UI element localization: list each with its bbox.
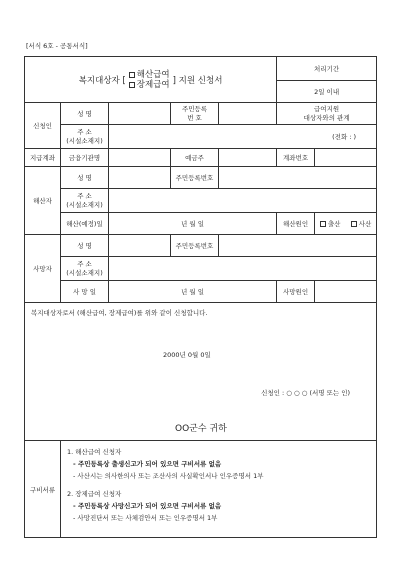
applicant-signature[interactable]: 신청인 : ○ ○ ○ (서명 또는 인) (261, 389, 351, 397)
processing-period-value: 2일 이내 (277, 81, 377, 103)
birth-rrn-field[interactable] (219, 167, 377, 189)
account-holder-label: 예금주 (171, 149, 219, 167)
birth-date-field[interactable]: 년 월 일 (109, 213, 277, 235)
applicant-relation-label: 급여지원 대상자와의 관계 (277, 103, 377, 125)
checkbox-icon[interactable] (320, 221, 326, 227)
applicant-phone-label: (전화 : ) (332, 133, 357, 141)
birth-address-field[interactable] (109, 189, 377, 213)
death-section-label: 사망자 (25, 235, 61, 303)
bank-name-field[interactable] (109, 149, 171, 167)
applicant-address-label: 주 소 (시설소재지) (61, 125, 109, 149)
documents-content (61, 441, 377, 538)
applicant-section-label: 신청인 (25, 103, 61, 149)
declaration-block (25, 303, 377, 441)
death-rrn-field[interactable] (219, 235, 377, 257)
death-rrn-label: 주민등록번호 (171, 235, 219, 257)
checkbox-icon[interactable] (129, 82, 135, 88)
processing-period-label: 처리기간 (277, 57, 377, 81)
applicant-address-field[interactable] (109, 125, 377, 149)
checkbox-icon[interactable] (129, 72, 135, 78)
declaration-statement: 복지대상자로서 (해산급여, 장제급여)를 위와 같이 신청합니다. (31, 309, 208, 317)
declaration-date: 2000년 0월 0일 (163, 351, 211, 359)
addressee: OO군수 귀하 (175, 424, 227, 434)
death-cause-field[interactable] (315, 281, 377, 303)
birth-address-label: 주 소 (시설소재지) (61, 189, 109, 213)
documents-section-label: 구비서류 (25, 441, 61, 538)
title-prefix: 복지대상자 [ (78, 75, 126, 86)
bank-name-label: 금융기관명 (61, 149, 109, 167)
applicant-name-label: 성 명 (61, 103, 109, 125)
documents-sub-birth: - 사산시는 의사한의사 또는 조산사의 사실확인서나 인우증명서 1부 (73, 472, 264, 480)
documents-sub-funeral: - 사망진단서 또는 사체검안서 또는 인우증명서 1부 (73, 514, 218, 522)
death-address-label: 주 소 (시설소재지) (61, 257, 109, 281)
option-stillbirth[interactable]: 사산 (351, 220, 372, 228)
documents-heading-birth: 1. 해산급여 신청자 (67, 448, 122, 456)
death-cause-label: 사망원인 (277, 281, 315, 303)
title-option-funeral[interactable]: 장제급여 (129, 80, 170, 90)
form-title (25, 57, 277, 103)
title-option-birth[interactable]: 해산급여 (129, 70, 170, 80)
form-number-label: [서식 6호 - 공통서식] (26, 42, 88, 50)
death-name-label: 성 명 (61, 235, 109, 257)
birth-date-label: 해산(예정)일 (61, 213, 109, 235)
account-number-label: 계좌번호 (277, 149, 315, 167)
birth-cause-options (315, 213, 377, 235)
death-name-field[interactable] (109, 235, 171, 257)
payment-section-label: 지급계좌 (25, 149, 61, 167)
applicant-rrn-field[interactable] (219, 103, 277, 125)
birth-name-field[interactable] (109, 167, 171, 189)
birth-rrn-label: 주민등록번호 (171, 167, 219, 189)
birth-name-label: 성 명 (61, 167, 109, 189)
death-date-label: 사 망 일 (61, 281, 109, 303)
death-address-field[interactable] (109, 257, 377, 281)
option-childbirth[interactable]: 출산 (320, 220, 341, 228)
applicant-name-field[interactable] (109, 103, 171, 125)
account-number-field[interactable] (315, 149, 377, 167)
checkbox-icon[interactable] (351, 221, 357, 227)
death-date-field[interactable]: 년 월 일 (109, 281, 277, 303)
birth-section-label: 해산자 (25, 167, 61, 235)
birth-cause-label: 해산원인 (277, 213, 315, 235)
account-holder-field[interactable] (219, 149, 277, 167)
documents-heading-funeral: 2. 장제급여 신청자 (67, 490, 122, 498)
application-form-table (24, 56, 377, 538)
applicant-rrn-label: 주민등록 번 호 (171, 103, 219, 125)
documents-note-funeral: - 주민등록상 사망신고가 되어 있으면 구비서류 없음 (73, 502, 222, 510)
documents-note-birth: - 주민등록상 출생신고가 되어 있으면 구비서류 없음 (73, 460, 222, 468)
title-suffix: ] 지원 신청서 (172, 75, 223, 86)
